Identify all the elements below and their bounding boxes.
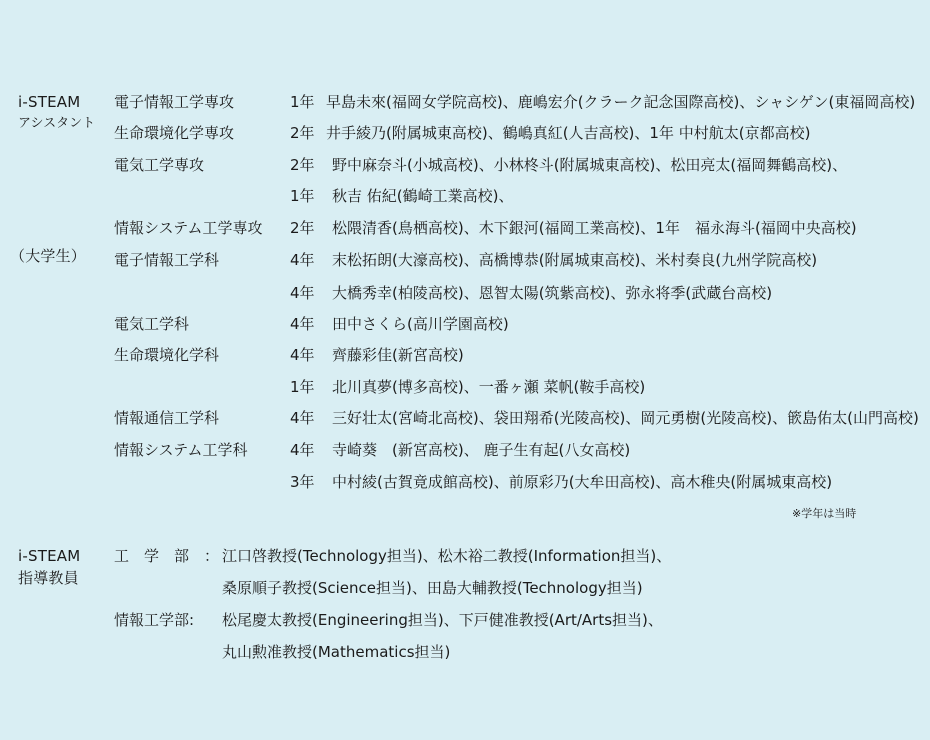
names-text: 北川真夢(博多高校)、一番ヶ瀬 菜帆(鞍手高校) <box>332 378 646 396</box>
year-label: 4年 <box>290 346 315 364</box>
year-label: 3年 <box>290 473 315 491</box>
dept-label: 情報システム工学専攻 <box>114 219 263 237</box>
dept-label: 電気工学専攻 <box>114 156 205 174</box>
faculty-engineering-label: 工 学 部 ： <box>114 547 220 565</box>
instructors-label-title: i-STEAM <box>18 547 81 565</box>
dept-label: 情報通信工学科 <box>114 409 220 427</box>
year-label: 2年 <box>290 156 315 174</box>
instructor-line: 丸山勲准教授(Mathematics担当) <box>222 643 451 661</box>
year-label: 4年 <box>290 315 315 333</box>
assistants-label-title: i-STEAM <box>18 93 81 111</box>
names-text: 秋吉 佑紀(鶴崎工業高校)、 <box>332 187 514 205</box>
names-text: 早島未來(福岡女学院高校)、鹿嶋宏介(クラーク記念国際高校)、シャシゲン(東福岡高校) <box>326 93 916 111</box>
year-label: 1年 <box>290 378 315 396</box>
grade-note: ※学年は当時 <box>792 507 857 520</box>
year-label: 4年 <box>290 284 315 302</box>
instructor-line: 江口啓教授(Technology担当)、松木裕二教授(Information担当)、 <box>222 547 672 565</box>
instructor-line: 松尾慶太教授(Engineering担当)、下戸健准教授(Art/Arts担当)、 <box>222 611 663 629</box>
year-label: 2年 <box>290 219 315 237</box>
year-label: 4年 <box>290 251 315 269</box>
names-text: 松隈清香(鳥栖高校)、木下銀河(福岡工業高校)、1年 福永海斗(福岡中央高校) <box>332 219 857 237</box>
names-text: 寺崎葵 (新宮高校)、 鹿子生有起(八女高校) <box>332 441 631 459</box>
names-text: 野中麻奈斗(小城高校)、小林柊斗(附属城東高校)、松田亮太(福岡舞鶴高校)、 <box>332 156 848 174</box>
dept-label: 生命環境化学専攻 <box>114 124 235 142</box>
year-label: 1年 <box>290 187 315 205</box>
faculty-computer-science-label: 情報工学部: <box>114 611 195 629</box>
assistants-label-role: アシスタント <box>18 116 96 131</box>
names-text: 中村綾(古賀竟成館高校)、前原彩乃(大牟田高校)、高木稚央(附属城東高校) <box>332 473 833 491</box>
instructor-line: 桑原順子教授(Science担当)、田島大輔教授(Technology担当) <box>222 579 643 597</box>
assistants-label-university: （大学生） <box>10 247 87 265</box>
dept-label: 電気工学科 <box>114 315 190 333</box>
names-text: 齊藤彩佳(新宮高校) <box>332 346 464 364</box>
names-text: 三好壮太(宮崎北高校)、袋田翔希(光陵高校)、岡元勇樹(光陵高校)、篏島佑太(山門高校) <box>332 409 919 427</box>
names-text: 大橋秀幸(柏陵高校)、恩智太陽(筑紫高校)、弥永将季(武蔵台高校) <box>332 284 773 302</box>
dept-label: 電子情報工学科 <box>114 251 220 269</box>
dept-label: 電子情報工学専攻 <box>114 93 235 111</box>
names-text: 田中さくら(高川学園高校) <box>332 315 509 333</box>
year-label: 2年 <box>290 124 315 142</box>
names-text: 末松拓朗(大濠高校)、高橋博恭(附属城東高校)、米村奏良(九州学院高校) <box>332 251 818 269</box>
year-label: 4年 <box>290 441 315 459</box>
dept-label: 生命環境化学科 <box>114 346 220 364</box>
names-text: 井手綾乃(附属城東高校)、鶴嶋真紅(人吉高校)、1年 中村航太(京都高校) <box>326 124 811 142</box>
year-label: 1年 <box>290 93 315 111</box>
instructors-label-role: 指導教員 <box>18 569 79 587</box>
dept-label: 情報システム工学科 <box>114 441 248 459</box>
year-label: 4年 <box>290 409 315 427</box>
